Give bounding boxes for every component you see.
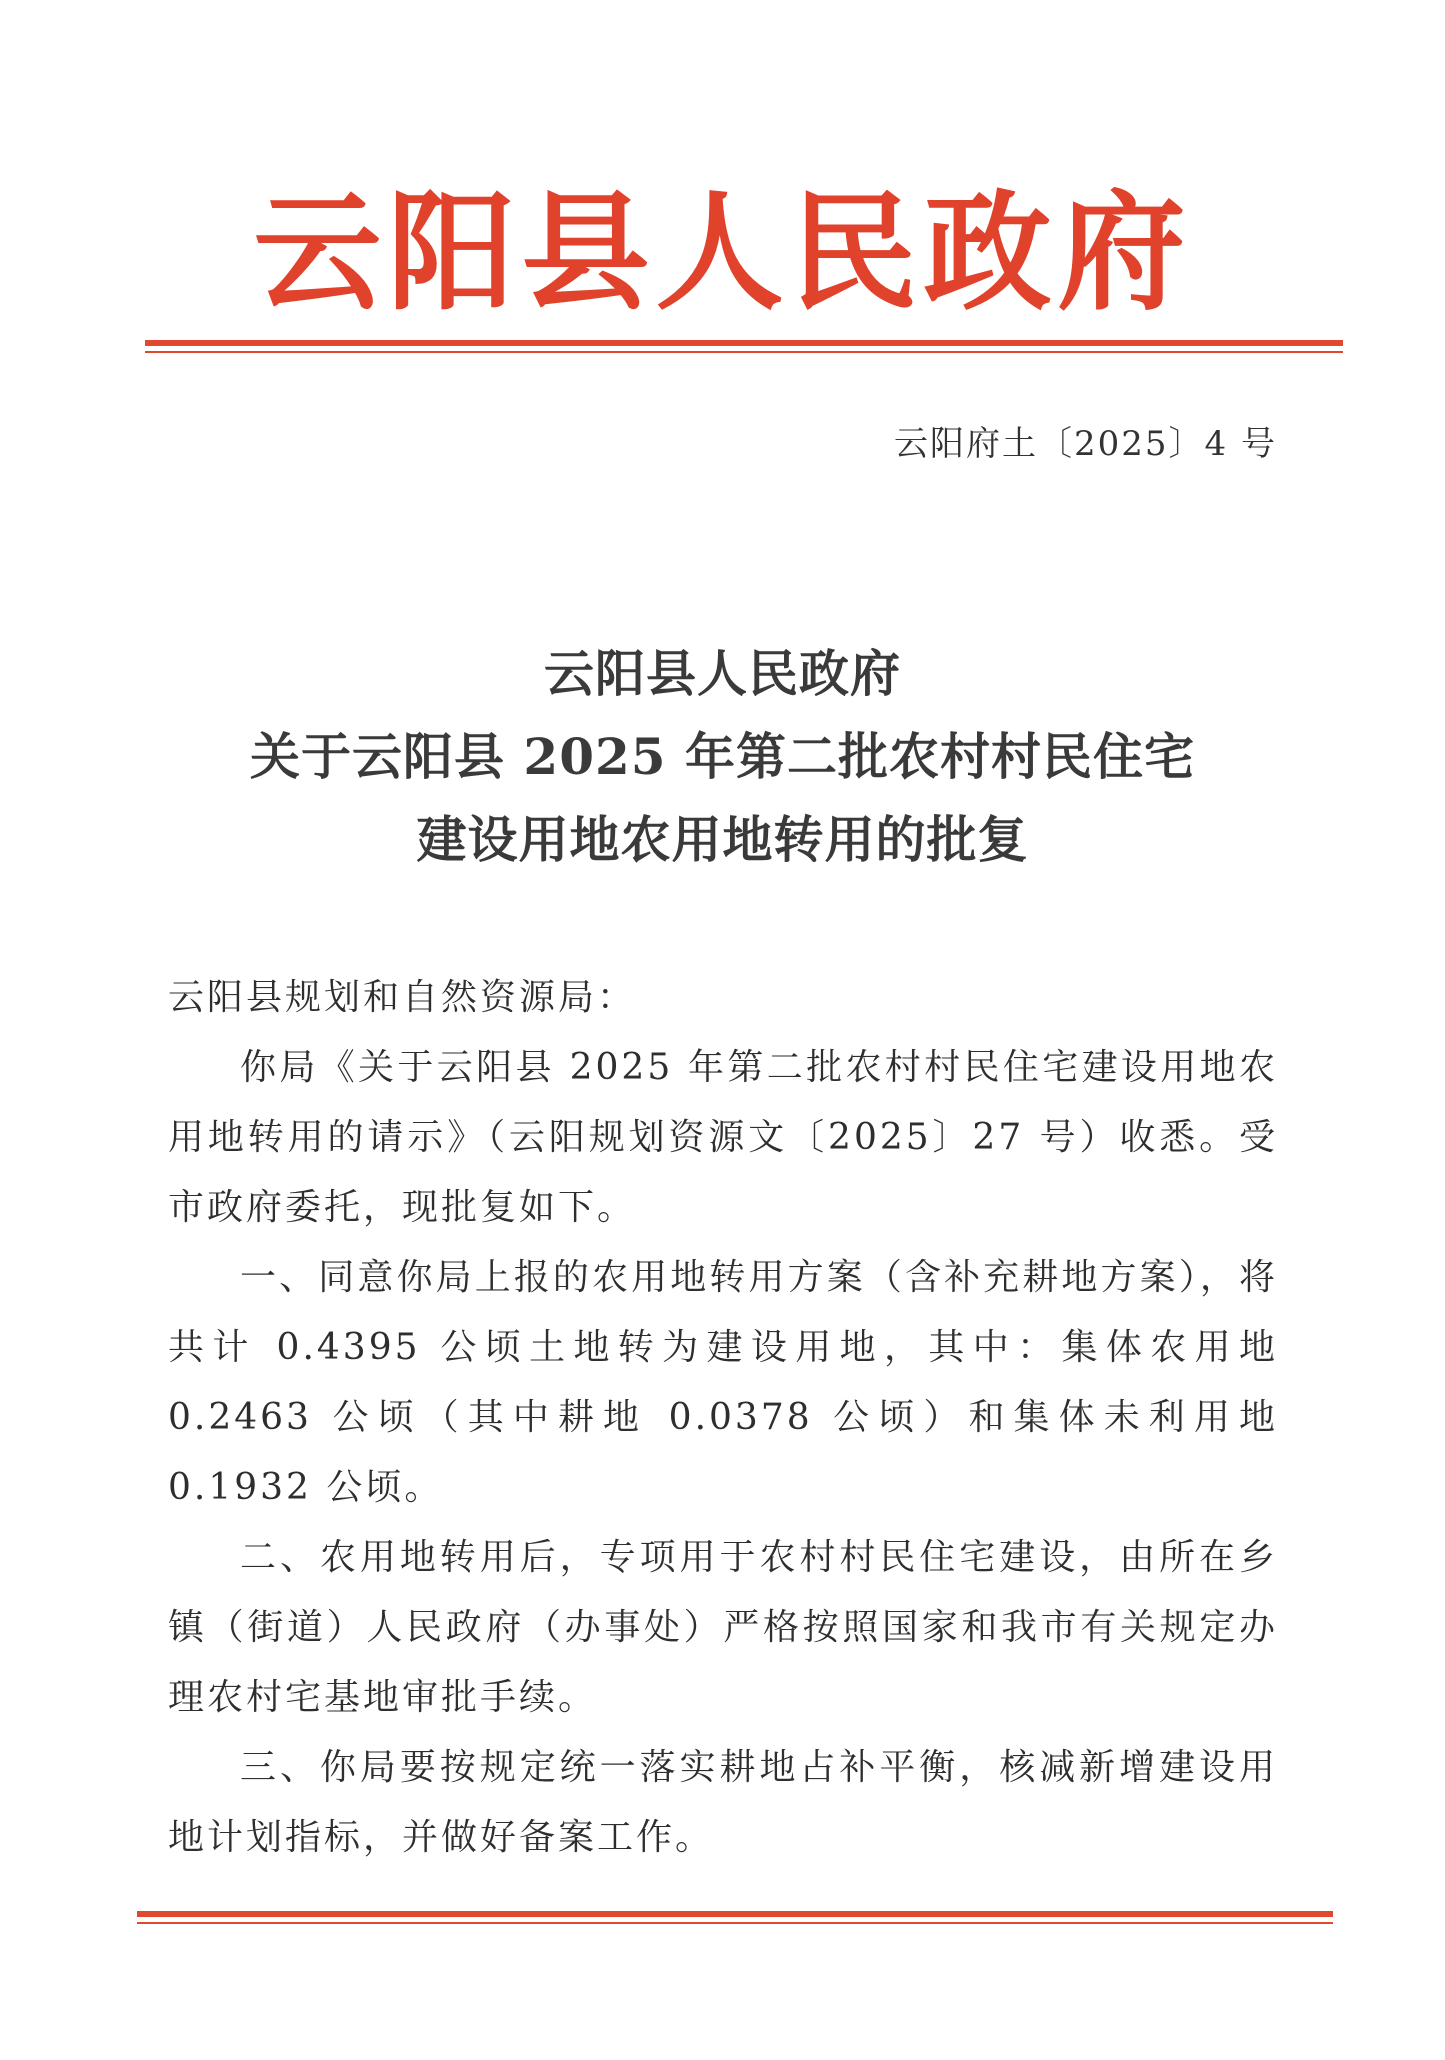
addressee: 云阳县规划和自然资源局： (168, 977, 637, 1018)
masthead-rule-thin (145, 351, 1343, 353)
footer-rule-thin (137, 1922, 1333, 1924)
footer-rule-thick (137, 1911, 1333, 1917)
body-paragraph: 一、同意你局上报的农用地转用方案（含补充耕地方案），将共计 0.4395 公顷土地转为建设用地，其中：集体农用地 0.2463 公顷（其中耕地 0.0378 公顷）和集体未利用地 0.1932 公顷。 (168, 1257, 1278, 1508)
document-body (168, 963, 1278, 1873)
body-paragraph: 二、农用地转用后，专项用于农村村民住宅建设，由所在乡镇（街道）人民政府（办事处）严格按照国家和我市有关规定办理农村宅基地审批手续。 (168, 1537, 1278, 1718)
document-title (0, 632, 1445, 881)
title-line-2: 关于云阳县 2025 年第二批农村村民住宅 (250, 727, 1195, 786)
title-line-1: 云阳县人民政府 (544, 644, 901, 703)
body-paragraph: 三、你局要按规定统一落实耕地占补平衡，核减新增建设用地计划指标，并做好备案工作。 (168, 1747, 1278, 1858)
document-number: 云阳府土〔2025〕4 号 (894, 424, 1277, 464)
masthead-title: 云阳县人民政府 (253, 178, 1192, 328)
masthead-rule-thick (145, 340, 1343, 346)
body-paragraph: 你局《关于云阳县 2025 年第二批农村村民住宅建设用地农用地转用的请示》（云阳规划资源文〔2025〕27 号）收悉。受市政府委托，现批复如下。 (168, 1047, 1278, 1228)
title-line-3: 建设用地农用地转用的批复 (416, 810, 1029, 869)
